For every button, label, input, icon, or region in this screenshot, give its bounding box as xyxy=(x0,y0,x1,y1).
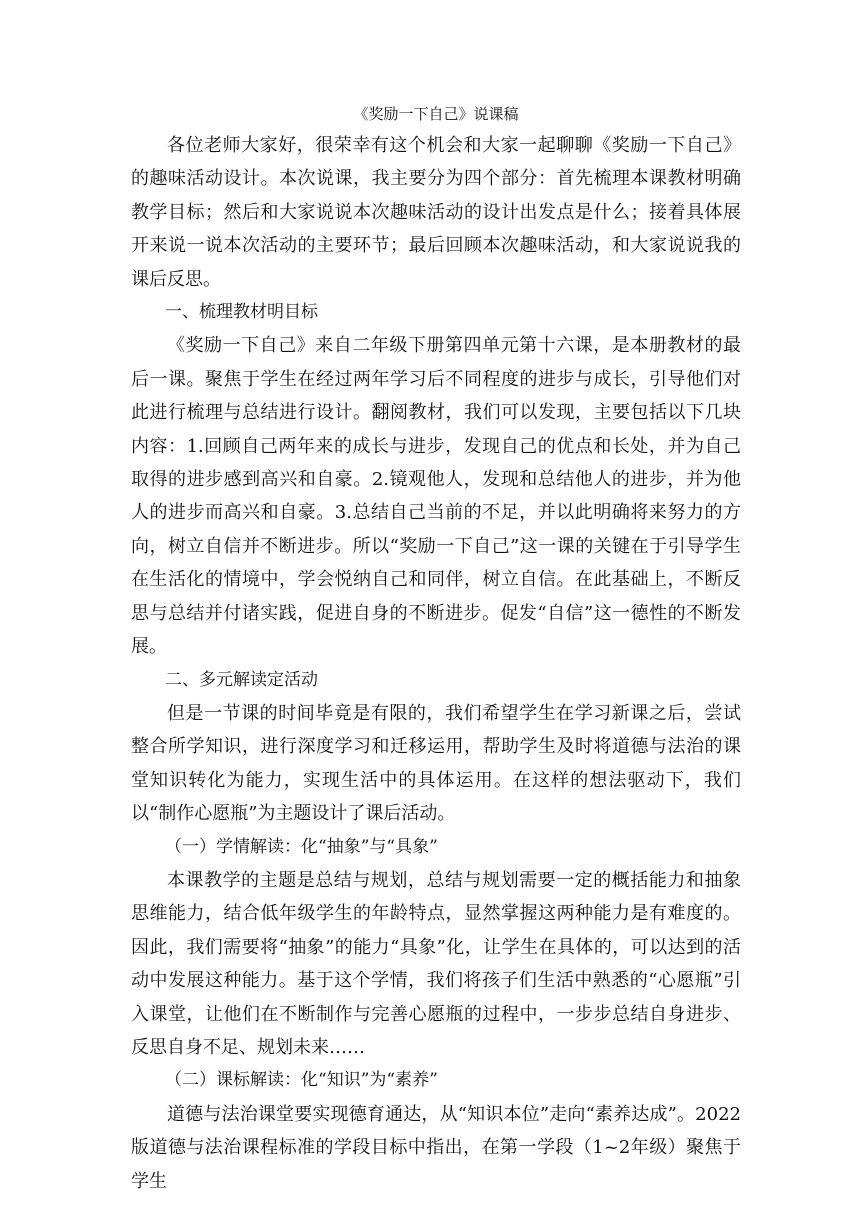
document-body xyxy=(131,103,741,1198)
document-title: 《奖励一下自己》说课稿 xyxy=(353,105,519,123)
paragraph-learning-situation: 本课教学的主题是总结与规划，总结与规划需要一定的概括能力和抽象思维能力，结合低年级学生的年龄特点，显然掌握这两种能力是有难度的。因此，我们需要将“抽象”的能力“具象”化，让学生在具体的，可以达到的活动中发展这种能力。基于这个学情，我们将孩子们生活中熟悉的“心愿瓶”引入课堂，让他们在不断制作与完善心愿瓶的过程中，一步步总结自身进步、反思自身不足、规划未来…… xyxy=(131,869,741,1058)
section-heading-2: 二、多元解读定活动 xyxy=(165,669,318,690)
subsection-heading-2: （二）课标解读：化“知识”为“素养” xyxy=(165,1070,438,1091)
paragraph-curriculum-standard: 道德与法治课堂要实现德育通达，从“知识本位”走向“素养达成”。2022版道德与法治课程标准的学段目标中指出，在第一学段（1~2年级）聚焦于学生 xyxy=(131,1103,741,1192)
paragraph-textbook: 《奖励一下自己》来自二年级下册第四单元第十六课，是本册教材的最后一课。聚焦于学生在经过两年学习后不同程度的进步与成长，引导他们对此进行梳理与总结进行设计。翻阅教材，我们可以发现，主要包括以下几块内容：1.回顾自己两年来的成长与进步，发现自己的优点和长处，并为自己取得的进步感到高兴和自豪。2.镜观他人，发现和总结他人的进步，并为他人的进步而高兴和自豪。3.总结自己当前的不足，并以此明确将来努力的方向，树立自信并不断进步。所以“奖励一下自己”这一课的关键在于引导学生在生活化的情境中，学会悦纳自己和同伴，树立自信。在此基础上，不断反思与总结并付诸实践，促进自身的不断进步。促发“自信”这一德性的不断发展。 xyxy=(131,335,741,658)
paragraph-activity: 但是一节课的时间毕竟是有限的，我们希望学生在学习新课之后，尝试整合所学知识，进行深度学习和迁移运用，帮助学生及时将道德与法治的课堂知识转化为能力，实现生活中的具体运用。在这样的想法驱动下，我们以“制作心愿瓶”为主题设计了课后活动。 xyxy=(131,702,741,825)
section-heading-1: 一、梳理教材明目标 xyxy=(165,302,318,323)
paragraph-intro: 各位老师大家好，很荣幸有这个机会和大家一起聊聊《奖励一下自己》的趣味活动设计。本次说课，我主要分为四个部分：首先梳理本课教材明确教学目标；然后和大家说说本次趣味活动的设计出发点是什么；接着具体展开来说一说本次活动的主要环节；最后回顾本次趣味活动，和大家说说我的课后反思。 xyxy=(131,135,741,290)
subsection-heading-1: （一）学情解读：化“抽象”与“具象” xyxy=(165,836,438,857)
